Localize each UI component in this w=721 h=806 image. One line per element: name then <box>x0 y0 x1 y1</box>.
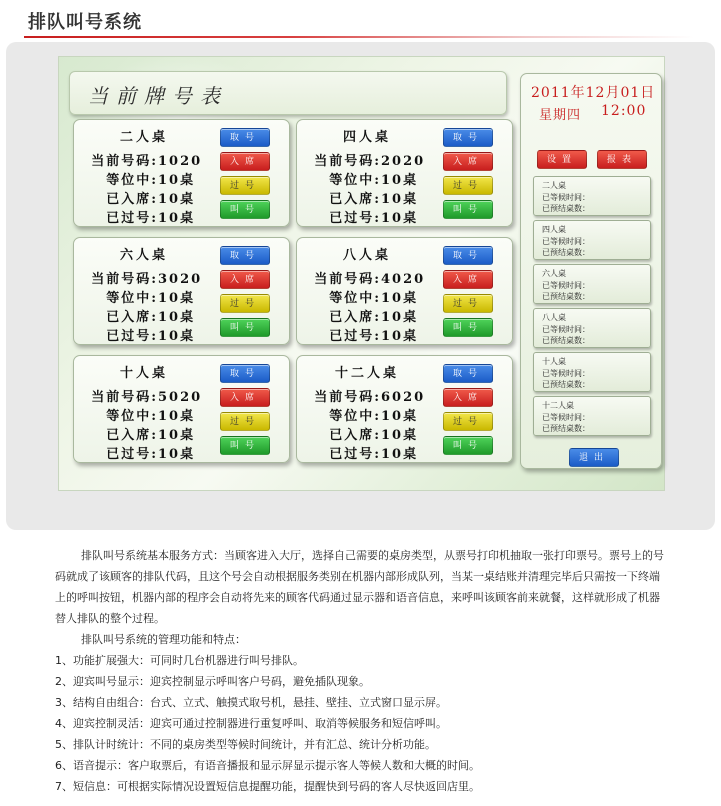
description-intro: 排队叫号系统基本服务方式：当顾客进入大厅，选择自己需要的桌房类型，从票号打印机抽取一张打印票号。票号上的号码就成了该顾客的排队代码，且这个号会自动根据服务类别在机器内部形成队列，当某一桌结账并清理完毕后只需按一下终端上的呼叫按钮，机器内部的程序会自动将先来的顾客代码通过显示器和语音信息，来呼叫该顾客前来就餐，这样就形成了机器替人排队的整个过程。 <box>55 549 664 625</box>
take-number-button[interactable]: 取号 <box>220 128 270 147</box>
stat-seated-label: 已预结桌数： <box>542 424 590 433</box>
current-number: 2020 <box>381 154 426 169</box>
queue-display-screen <box>58 56 665 491</box>
call-button[interactable]: 叫号 <box>443 318 493 337</box>
waiting-count: 10桌 <box>381 291 419 306</box>
waiting-label: 等位中: <box>329 409 381 424</box>
stat-waiting-label: 已等候时间： <box>542 281 590 290</box>
stat-title: 四人桌 <box>542 225 566 234</box>
board-header <box>69 71 507 115</box>
board-title: 当前牌号表 <box>88 84 228 108</box>
call-button[interactable]: 叫号 <box>443 436 493 455</box>
waiting-count: 10桌 <box>381 173 419 188</box>
current-number: 1020 <box>158 154 203 169</box>
take-number-button[interactable]: 取号 <box>220 364 270 383</box>
table-card-8 <box>296 237 513 345</box>
stat-seated-label: 已预结桌数： <box>542 204 590 213</box>
settings-button[interactable]: 设置 <box>537 150 587 169</box>
table-card-4 <box>296 119 513 227</box>
call-button[interactable]: 叫号 <box>220 436 270 455</box>
pass-button[interactable]: 过号 <box>220 176 270 195</box>
current-number: 5020 <box>158 390 203 405</box>
current-number: 3020 <box>158 272 203 287</box>
stat-seated-label: 已预结桌数： <box>542 292 590 301</box>
seated-count: 10桌 <box>158 192 196 207</box>
waiting-count: 10桌 <box>158 291 196 306</box>
waiting-count: 10桌 <box>381 409 419 424</box>
passed-label: 已过号: <box>106 211 158 226</box>
stat-box-8 <box>533 308 651 348</box>
pass-button[interactable]: 过号 <box>443 412 493 431</box>
call-button[interactable]: 叫号 <box>220 318 270 337</box>
current-label: 当前号码: <box>314 272 381 287</box>
waiting-label: 等位中: <box>106 173 158 188</box>
report-button[interactable]: 报表 <box>597 150 647 169</box>
seated-label: 已入席: <box>329 428 381 443</box>
seated-label: 已入席: <box>329 310 381 325</box>
seat-button[interactable]: 入席 <box>220 152 270 171</box>
passed-label: 已过号: <box>106 447 158 462</box>
table-card-12 <box>296 355 513 463</box>
seated-count: 10桌 <box>158 310 196 325</box>
call-button[interactable]: 叫号 <box>443 200 493 219</box>
stat-seated-label: 已预结桌数： <box>542 248 590 257</box>
stat-title: 十人桌 <box>542 357 566 366</box>
feature-item: 1、功能扩展强大：可同时几台机器进行叫号排队。 <box>55 654 304 667</box>
current-number: 6020 <box>381 390 426 405</box>
passed-count: 10桌 <box>381 447 419 462</box>
table-card-2 <box>73 119 290 227</box>
take-number-button[interactable]: 取号 <box>443 128 493 147</box>
stat-title: 十二人桌 <box>542 401 574 410</box>
pass-button[interactable]: 过号 <box>220 412 270 431</box>
waiting-count: 10桌 <box>158 173 196 188</box>
stat-waiting-label: 已等候时间： <box>542 325 590 334</box>
seated-label: 已入席: <box>106 428 158 443</box>
table-name: 十二人桌 <box>334 366 399 381</box>
call-button[interactable]: 叫号 <box>220 200 270 219</box>
current-label: 当前号码: <box>314 154 381 169</box>
pass-button[interactable]: 过号 <box>220 294 270 313</box>
seat-button[interactable]: 入席 <box>443 152 493 171</box>
waiting-label: 等位中: <box>329 173 381 188</box>
seated-count: 10桌 <box>381 310 419 325</box>
passed-label: 已过号: <box>329 211 381 226</box>
seat-button[interactable]: 入席 <box>443 270 493 289</box>
table-card-10 <box>73 355 290 463</box>
pass-button[interactable]: 过号 <box>443 294 493 313</box>
seated-count: 10桌 <box>158 428 196 443</box>
passed-label: 已过号: <box>329 329 381 344</box>
stat-box-12 <box>533 396 651 436</box>
stat-waiting-label: 已等候时间： <box>542 193 590 202</box>
waiting-label: 等位中: <box>329 291 381 306</box>
side-panel <box>520 73 662 469</box>
current-label: 当前号码: <box>91 390 158 405</box>
seat-button[interactable]: 入席 <box>443 388 493 407</box>
weekday-display: 星期四 <box>539 108 582 123</box>
pass-button[interactable]: 过号 <box>443 176 493 195</box>
passed-label: 已过号: <box>106 329 158 344</box>
feature-item: 4、迎宾控制灵活：迎宾可通过控制器进行重复呼叫、取消等候服务和短信呼叫。 <box>55 717 447 730</box>
seat-button[interactable]: 入席 <box>220 388 270 407</box>
passed-count: 10桌 <box>381 329 419 344</box>
table-name: 四人桌 <box>342 130 391 145</box>
table-name: 八人桌 <box>342 248 391 263</box>
feature-item: 2、迎宾叫号显示：迎宾控制显示呼叫客户号码，避免插队现象。 <box>55 675 370 688</box>
features-title: 排队叫号系统的管理功能和特点： <box>81 633 246 646</box>
passed-count: 10桌 <box>158 447 196 462</box>
seated-count: 10桌 <box>381 192 419 207</box>
waiting-label: 等位中: <box>106 291 158 306</box>
seat-button[interactable]: 入席 <box>220 270 270 289</box>
passed-count: 10桌 <box>158 211 196 226</box>
stat-title: 二人桌 <box>542 181 566 190</box>
current-number: 4020 <box>381 272 426 287</box>
current-label: 当前号码: <box>91 154 158 169</box>
take-number-button[interactable]: 取号 <box>443 246 493 265</box>
stat-title: 八人桌 <box>542 313 566 322</box>
seated-label: 已入席: <box>106 310 158 325</box>
waiting-count: 10桌 <box>158 409 196 424</box>
feature-item: 5、排队计时统计：不同的桌房类型等候时间统计，并有汇总、统计分析功能。 <box>55 738 436 751</box>
stat-seated-label: 已预结桌数： <box>542 380 590 389</box>
feature-item: 7、短信息：可根据实际情况设置短信息提醒功能，提醒快到号码的客人尽快返回店里。 <box>55 780 480 793</box>
passed-count: 10桌 <box>158 329 196 344</box>
seated-label: 已入席: <box>106 192 158 207</box>
current-label: 当前号码: <box>91 272 158 287</box>
time-display: 12:00 <box>601 103 647 119</box>
stat-box-4 <box>533 220 651 260</box>
seated-label: 已入席: <box>329 192 381 207</box>
feature-item: 3、结构自由组合：台式、立式、触摸式取号机，悬挂、壁挂、立式窗口显示屏。 <box>55 696 447 709</box>
stat-waiting-label: 已等候时间： <box>542 237 590 246</box>
date-display: 2011年12月01日 <box>531 85 656 101</box>
stat-box-2 <box>533 176 651 216</box>
passed-label: 已过号: <box>329 447 381 462</box>
stat-title: 六人桌 <box>542 269 566 278</box>
take-number-button[interactable]: 取号 <box>220 246 270 265</box>
exit-button[interactable]: 退出 <box>569 448 619 467</box>
seated-count: 10桌 <box>381 428 419 443</box>
stat-waiting-label: 已等候时间： <box>542 413 590 422</box>
table-name: 六人桌 <box>119 248 168 263</box>
table-name: 二人桌 <box>119 130 168 145</box>
stat-seated-label: 已预结桌数： <box>542 336 590 345</box>
description-section <box>55 545 665 797</box>
current-label: 当前号码: <box>314 390 381 405</box>
stat-waiting-label: 已等候时间： <box>542 369 590 378</box>
title-divider <box>24 36 694 38</box>
take-number-button[interactable]: 取号 <box>443 364 493 383</box>
passed-count: 10桌 <box>381 211 419 226</box>
page-title: 排队叫号系统 <box>28 12 142 33</box>
table-name: 十人桌 <box>119 366 168 381</box>
stat-box-6 <box>533 264 651 304</box>
feature-item: 6、语音提示：客户取票后，有语音播报和显示屏显示提示客人等候人数和大概的时间。 <box>55 759 480 772</box>
table-card-6 <box>73 237 290 345</box>
stat-box-10 <box>533 352 651 392</box>
waiting-label: 等位中: <box>106 409 158 424</box>
